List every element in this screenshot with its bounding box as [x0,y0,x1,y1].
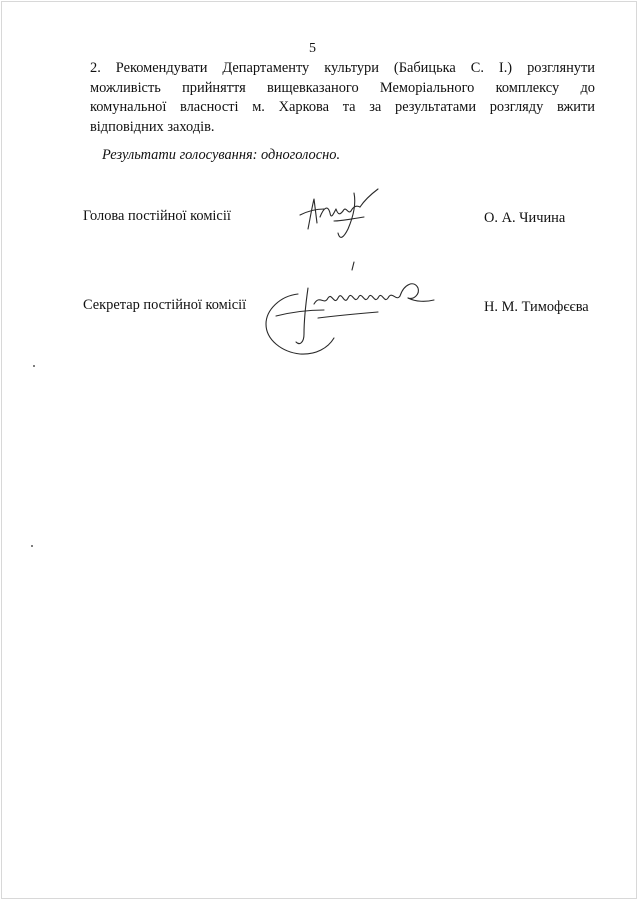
scan-speck [33,365,35,367]
paragraph-line: можливість прийняття вищевказаного Меморіального комплексу до [90,79,595,96]
paragraph-line: відповідних заходів. [90,118,215,135]
paragraph-line: 2. Рекомендувати Департаменту культури (Бабицька С. І.) розглянути [90,60,595,76]
secretary-name: Н. М. Тимофєєва [484,299,589,315]
secretary-signature [258,258,438,363]
chair-signature [290,185,385,245]
chair-name: О. А. Чичина [484,210,566,226]
chair-title: Голова постійної комісії [83,208,231,224]
page-number: 5 [309,41,316,56]
decision-paragraph [90,59,595,137]
paragraph-line: комунальної власності м. Харкова та за результатами розгляду вжити [90,99,595,115]
scan-speck [31,545,33,547]
secretary-title: Секретар постійної комісії [83,297,247,313]
voting-result: Результати голосування: одноголосно. [102,147,341,163]
